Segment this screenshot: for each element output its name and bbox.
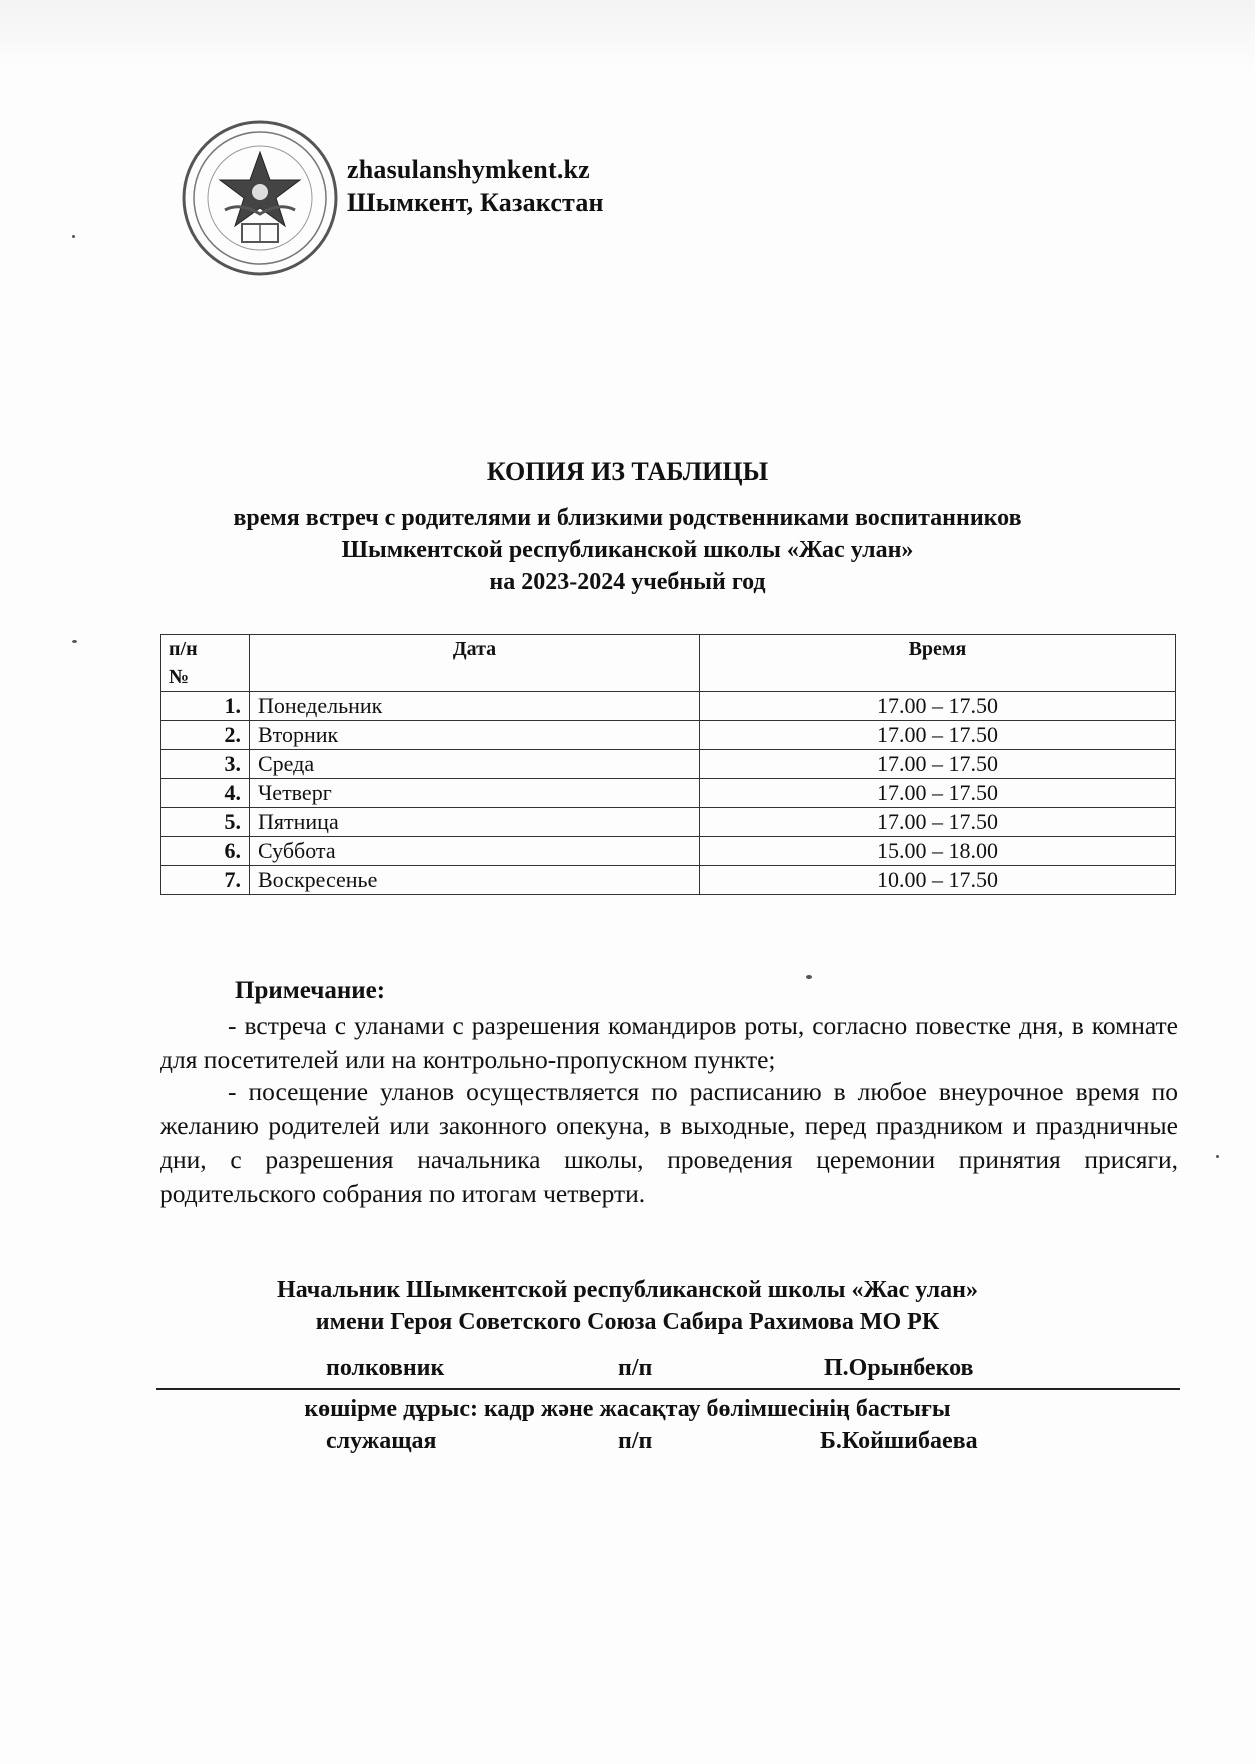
divider-line [156,1388,1180,1390]
table-row [161,808,1176,837]
schedule-table [160,634,1176,895]
row-number: 2. [161,721,250,750]
header-time: Время [700,635,1176,692]
scan-speck [1216,1155,1219,1158]
header-number-line-1: п/н [169,638,198,660]
copy-cert-position: служащая [326,1428,437,1454]
row-time: 10.00 – 17.50 [700,866,1176,895]
row-time: 15.00 – 18.00 [700,837,1176,866]
copy-cert-pp: п/п [618,1428,653,1454]
row-time: 17.00 – 17.50 [700,692,1176,721]
row-day: Понедельник [250,692,700,721]
note-title: Примечание: [235,977,386,1004]
table-row [161,837,1176,866]
row-day: Четверг [250,779,700,808]
header-date: Дата [250,635,700,692]
row-number: 4. [161,779,250,808]
row-day: Суббота [250,837,700,866]
signature-pp: п/п [618,1355,653,1381]
row-time: 17.00 – 17.50 [700,721,1176,750]
row-time: 17.00 – 17.50 [700,808,1176,837]
table-row [161,866,1176,895]
copy-certification-row [160,1428,1180,1460]
copy-cert-name: Б.Койшибаева [820,1428,978,1454]
subtitle-line-2: Шымкентской республиканской школы «Жас улан» [341,537,914,563]
row-day: Среда [250,750,700,779]
row-day: Пятница [250,808,700,837]
scan-speck [72,235,75,238]
row-number: 1. [161,692,250,721]
signature-row [160,1355,1180,1387]
row-number: 3. [161,750,250,779]
signature-title-line-2: имени Героя Советского Союза Сабира Рахимова МО РК [315,1309,940,1335]
scan-speck [72,640,77,643]
scan-shadow [0,0,1255,70]
signature-title-line-1: Начальник Шымкентской республиканской школы «Жас улан» [277,1277,978,1303]
signature-rank: полковник [326,1355,445,1381]
table-header-row [161,635,1176,692]
document-title: КОПИЯ ИЗ ТАБЛИЦЫ [486,457,769,486]
row-day: Вторник [250,721,700,750]
header-number [161,635,250,692]
table-row [161,692,1176,721]
row-time: 17.00 – 17.50 [700,779,1176,808]
signature-name: П.Орынбеков [824,1355,974,1381]
header-city: Шымкент, Казакстан [347,188,604,217]
header-number-line-2: № [169,666,190,688]
table-row [161,779,1176,808]
subtitle-line-3: на 2023-2024 учебный год [489,569,766,595]
header-website: zhasulanshymkent.kz [347,155,590,184]
copy-certification-line: көшірме дұрыс: кадр және жасақтау бөлімшесінің бастығы [304,1396,951,1422]
row-day: Воскресенье [250,866,700,895]
note-item-2: - посещение уланов осуществляется по расписанию в любое внеурочное время по желанию родителей или законного опекуна, в выходные, перед праздником и праздничные дни, с разрешения начальника школы, проведения церемонии принятия присяги, родительского собрания по итогам четверти. [160,1077,1178,1208]
subtitle-line-1: время встреч с родителями и близкими родственниками воспитанников [233,505,1022,531]
table-row [161,721,1176,750]
row-number: 6. [161,837,250,866]
row-number: 7. [161,866,250,895]
table-row [161,750,1176,779]
row-time: 17.00 – 17.50 [700,750,1176,779]
scan-speck [806,975,812,979]
school-emblem-icon [180,118,340,278]
row-number: 5. [161,808,250,837]
note-item-1: - встреча с уланами с разрешения командиров роты, согласно повестке дня, в комнате для посетителей или на контрольно-пропускном пункте; [160,1011,1178,1074]
